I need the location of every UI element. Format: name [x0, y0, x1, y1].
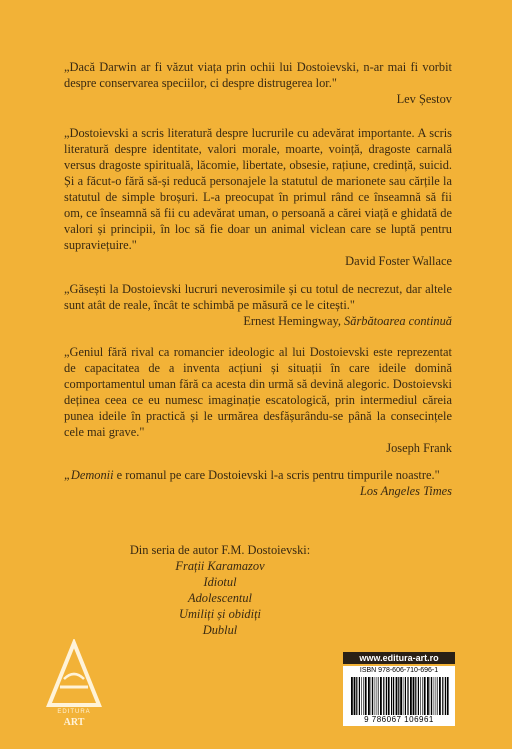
quote-work: Los Angeles Times — [359, 484, 452, 498]
quote-attribution — [64, 313, 452, 329]
series-title: Frații Karamazov — [175, 559, 265, 573]
series-heading: Din seria de autor F.M. Dostoievski: — [129, 543, 311, 557]
quote-text: e romanul pe care Dostoievski l-a scris pentru timpurile noastre." — [113, 468, 440, 482]
quote-frank — [64, 344, 452, 456]
quote-text: „Geniul fără rival ca romancier ideologic al lui Dostoievski este reprezentat de capacitatea de a inventa acțiuni și situații în care ideile domină comportamentul uman fără ca acesta din urmă să devină alegoric. Dostoievski deținea ceea ce eu numesc imaginație escatologică, prin intermediul căreia punea ideile în practică și le urmărea desfășurându-se până la consecințele cele mai grave." — [64, 345, 452, 439]
series-title: Dublul — [202, 623, 238, 637]
publisher-name: ART — [63, 717, 85, 728]
quote-text: „Dacă Darwin ar fi văzut viața prin ochii lui Dostoievski, n-ar mai fi vorbit despre conservarea speciilor, ci despre distrugerea lor." — [64, 60, 452, 90]
publisher-name-top: EDITURA — [57, 709, 91, 715]
quote-author: Joseph Frank — [386, 441, 452, 455]
quote-work: Sărbătoarea continuă — [344, 314, 452, 328]
quote-la-times — [64, 467, 452, 499]
website-label: www.editura-art.ro — [343, 652, 455, 664]
quote-text-emphasis: „Demonii — [64, 468, 114, 482]
isbn-label: ISBN 978-606-710-696-1 — [359, 667, 439, 674]
series-title: Adolescentul — [188, 591, 252, 605]
quote-text: „Găsești la Dostoievski lucruri neverosimile și cu totul de necrezut, dar altele sunt atât de reale, încât te schimbă pe măsură ce le citești." — [64, 282, 452, 312]
quote-hemingway — [64, 281, 452, 329]
quote-author: David Foster Wallace — [345, 254, 452, 268]
barcode-bars — [351, 677, 449, 715]
barcode-number: 9 786067 106961 — [364, 715, 434, 724]
quote-author: Ernest Hemingway, — [243, 314, 345, 328]
quote-shestov — [64, 59, 452, 107]
publisher-logo-icon — [44, 639, 104, 709]
series-list — [100, 542, 340, 638]
barcode — [343, 666, 455, 726]
quote-text: „Dostoievski a scris literatură despre lucrurile cu adevărat importante. A scris literatură despre identitate, valori morale, moarte, voință, dragoste carnală versus dragoste spirituală, lăcomie, libertate, obsesie, rațiune, credință, suicid. Și a făcut-o fără să-și reducă personajele la statutul de marionete sau cărțile la statutul de simple broșuri. L-a preocupat în primul rând ce înseamnă să fii om, ce înseamnă să fii cu adevărat uman, o persoană a cărei viață e ghidată de valori și principii, în loc să fie doar un animal viclean care se luptă pentru supraviețuire." — [64, 126, 452, 252]
quote-author: Lev Șestov — [396, 92, 452, 106]
quote-wallace — [64, 125, 452, 269]
quote-attribution — [64, 483, 452, 499]
publisher-logo — [44, 639, 104, 739]
series-title: Umiliți și obidiți — [179, 607, 261, 621]
series-title: Idiotul — [203, 575, 237, 589]
